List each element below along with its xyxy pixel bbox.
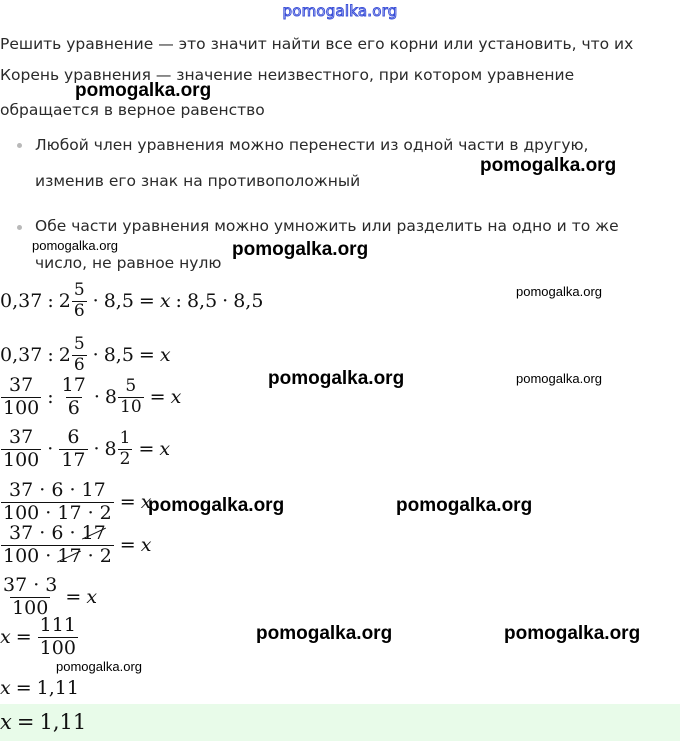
variable: x [86, 586, 98, 608]
equals-sign: = [149, 386, 166, 408]
numerator [7, 523, 108, 545]
fraction [1, 480, 114, 525]
numerator: 5 [125, 375, 137, 396]
term: 8,5 [233, 290, 264, 312]
denominator: 6 [67, 396, 80, 419]
watermark: pomogalka.org [268, 368, 405, 389]
final-answer [0, 708, 86, 736]
numerator: 37 · 3 [3, 573, 58, 596]
denominator: 100 [12, 596, 49, 619]
equation-step-4 [0, 424, 170, 474]
watermark: pomogalka.org [232, 239, 369, 260]
fraction [1, 375, 41, 420]
numerator: 1 [119, 427, 131, 448]
numerator: 37 [9, 373, 34, 396]
operator: · [92, 344, 99, 366]
variable: x [140, 534, 152, 556]
whole-part: 8 [104, 386, 117, 408]
definition-solve: Решить уравнение — это значит найти все его корни или установить, что их [0, 35, 634, 53]
term: 0,37 [0, 290, 43, 312]
operator: : [47, 344, 54, 366]
operator: : [47, 290, 54, 312]
watermark: pomogalka.org [75, 80, 212, 101]
equals-sign: = [15, 677, 32, 699]
operator: · [47, 438, 54, 460]
rule-2-line1: Обе части уравнения можно умножить или разделить на одно и то же [35, 217, 619, 235]
watermark: pomogalka.org [148, 495, 285, 516]
fraction [60, 375, 88, 420]
equals-sign: = [119, 534, 136, 556]
denominator: 100 [3, 448, 40, 471]
term: 8,5 [186, 290, 218, 312]
rule-1-line1: Любой член уравнения можно перенести из одной части в другую, [35, 136, 589, 154]
factor: 37 · 6 · [9, 521, 82, 544]
fraction [72, 281, 87, 321]
denominator: 6 [73, 354, 85, 375]
numerator: 37 · 6 · 17 [9, 478, 106, 501]
bullet-dot [17, 143, 22, 148]
fraction [1, 523, 114, 568]
equals-sign: = [16, 710, 35, 734]
definition-root-line1: Корень уравнения — значение неизвестного, при котором уравнение [0, 66, 575, 84]
equals-sign: = [138, 438, 155, 460]
denominator: 100 [39, 636, 76, 659]
variable: x [159, 438, 171, 460]
mixed-number [59, 335, 88, 375]
operator: : [47, 386, 54, 408]
mixed-number [59, 281, 88, 321]
answer-highlight [0, 704, 680, 741]
equals-sign: = [138, 344, 155, 366]
operator: : [175, 290, 182, 312]
mixed-number [105, 429, 134, 469]
watermark: pomogalka.org [516, 284, 602, 299]
whole-part: 8 [104, 438, 117, 460]
operator: · [222, 290, 229, 312]
watermark: pomogalka.org [504, 623, 641, 644]
bullet-dot [17, 225, 22, 230]
fraction [59, 427, 87, 472]
factor: 100 · [3, 544, 58, 567]
denominator: 100 [3, 396, 40, 419]
equation-step-8 [0, 612, 79, 662]
cancelled-factor: 17 [81, 521, 106, 544]
numerator: 17 [61, 373, 86, 396]
variable: x [159, 290, 171, 312]
numerator: 5 [73, 279, 85, 300]
mixed-number [105, 377, 145, 417]
denominator [1, 545, 114, 568]
equals-sign: = [65, 586, 82, 608]
fraction [118, 377, 144, 417]
watermark: pomogalka.org [56, 659, 142, 674]
equals-sign: = [138, 290, 155, 312]
whole-part: 2 [58, 290, 71, 312]
numerator: 37 [9, 425, 34, 448]
cancelled-factor: 17 [57, 544, 82, 567]
rule-1-line2: изменив его знак на противоположный [35, 172, 361, 190]
watermark: pomogalka.org [256, 623, 393, 644]
numerator: 111 [39, 613, 76, 636]
equation-step-1 [0, 276, 263, 326]
fraction [72, 335, 87, 375]
equation-step-9 [0, 674, 79, 702]
rule-2-line2: число, не равное нулю [35, 254, 222, 272]
site-watermark-top: pomogalka.org [282, 2, 398, 20]
equals-sign: = [15, 626, 32, 648]
numerator: 5 [73, 333, 85, 354]
answer-value: 1,11 [39, 710, 87, 734]
variable: x [170, 386, 182, 408]
denominator: 100 · 17 · 2 [3, 501, 112, 524]
watermark: pomogalka.org [480, 155, 617, 176]
denominator: 2 [119, 448, 131, 469]
term: 8,5 [103, 344, 134, 366]
operator: · [93, 386, 100, 408]
term: 8,5 [103, 290, 134, 312]
watermark: pomogalka.org [516, 371, 602, 386]
watermark: pomogalka.org [396, 495, 533, 516]
variable: x [0, 710, 12, 734]
equation-step-3 [0, 372, 181, 422]
operator: · [93, 438, 100, 460]
factor: · 2 [81, 544, 112, 567]
denominator: 17 [61, 448, 86, 471]
watermark: pomogalka.org [32, 238, 118, 253]
variable: x [140, 491, 152, 513]
term: 0,37 [0, 344, 43, 366]
operator: · [92, 290, 99, 312]
fraction [38, 615, 78, 660]
result-value: 1,11 [36, 677, 79, 699]
denominator: 10 [120, 396, 142, 417]
fraction [118, 429, 133, 469]
variable: x [0, 677, 11, 699]
variable: x [159, 344, 171, 366]
variable: x [0, 626, 11, 648]
equals-sign: = [119, 491, 136, 513]
equation-step-6-cancellation [0, 520, 151, 570]
fraction [1, 427, 41, 472]
numerator: 6 [67, 425, 80, 448]
whole-part: 2 [58, 344, 71, 366]
denominator: 6 [73, 300, 85, 321]
definition-root-line2: обращается в верное равенство [0, 101, 265, 119]
